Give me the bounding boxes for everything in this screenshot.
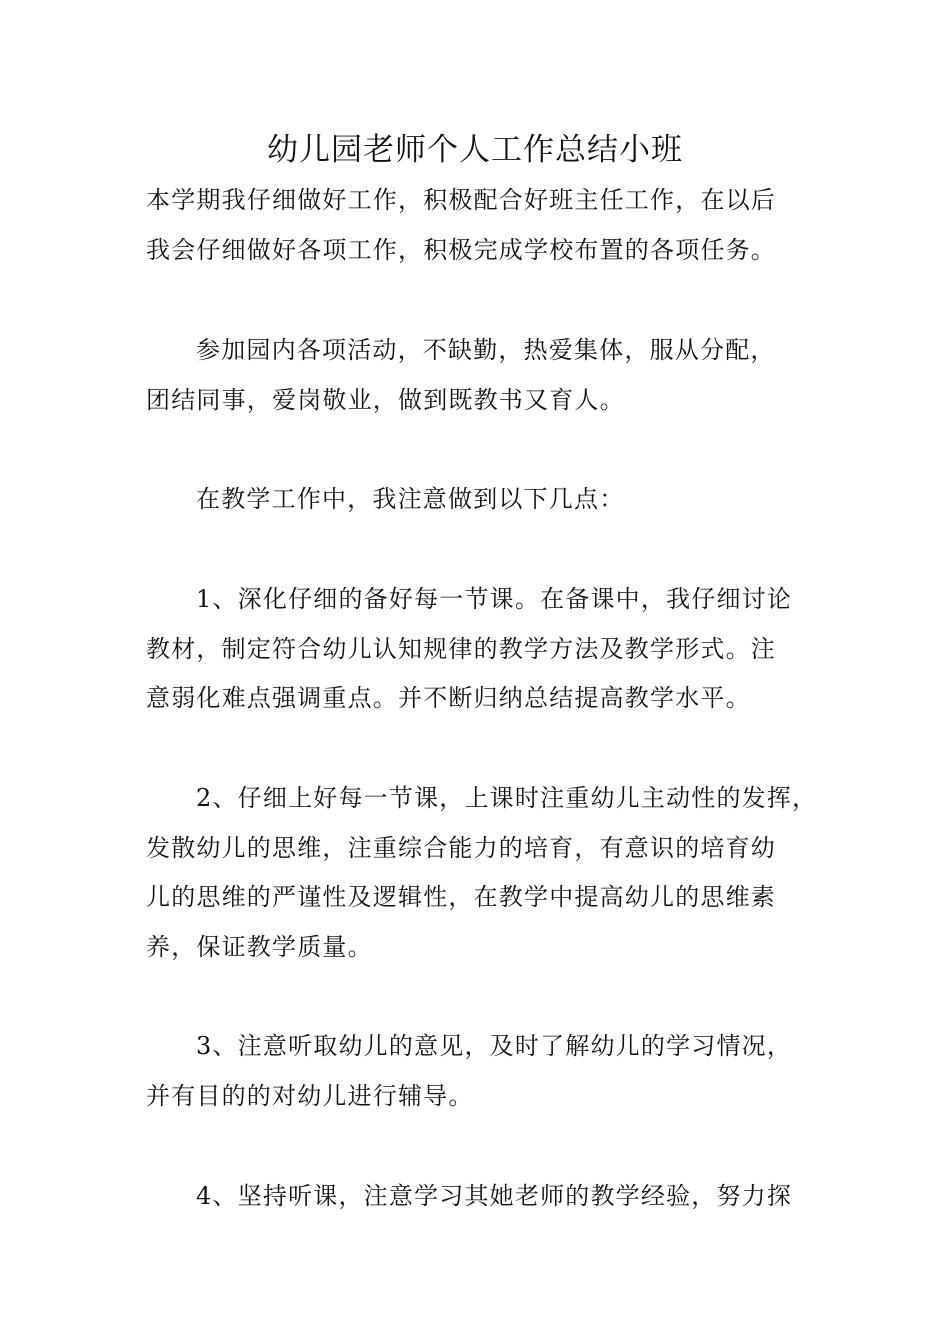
paragraph-line: 团结同事，爱岗敬业，做到既教书又育人。	[146, 386, 625, 414]
paragraph-line: 儿的思维的严谨性及逻辑性，在教学中提高幼儿的思维素	[146, 883, 776, 911]
paragraph-line: 3、注意听取幼儿的意见，及时了解幼儿的学习情况，	[196, 1032, 793, 1060]
paragraph-line: 养，保证教学质量。	[146, 933, 373, 961]
paragraph-line: 4、坚持听课，注意学习其她老师的教学经验，努力探	[196, 1182, 793, 1210]
paragraph-line: 意弱化难点强调重点。并不断归纳总结提高教学水平。	[146, 684, 751, 712]
document-title: 幼儿园老师个人工作总结小班	[267, 132, 683, 168]
paragraph-line: 教材，制定符合幼儿认知规律的教学方法及教学形式。注	[146, 635, 776, 663]
paragraph-line: 在教学工作中，我注意做到以下几点：	[196, 485, 625, 513]
paragraph-line: 发散幼儿的思维，注重综合能力的培育，有意识的培育幼	[146, 834, 776, 862]
paragraph-line: 1、深化仔细的备好每一节课。在备课中，我仔细讨论	[196, 585, 793, 613]
paragraph-line: 参加园内各项活动，不缺勤，热爱集体，服从分配，	[196, 336, 776, 364]
paragraph-line: 并有目的的对幼儿进行辅导。	[146, 1082, 474, 1110]
paragraph-line: 本学期我仔细做好工作，积极配合好班主任工作，在以后	[146, 186, 776, 214]
paragraph-line: 我会仔细做好各项工作，积极完成学校布置的各项任务。	[146, 236, 776, 264]
paragraph-line: 2、仔细上好每一节课，上课时注重幼儿主动性的发挥，	[196, 784, 818, 812]
